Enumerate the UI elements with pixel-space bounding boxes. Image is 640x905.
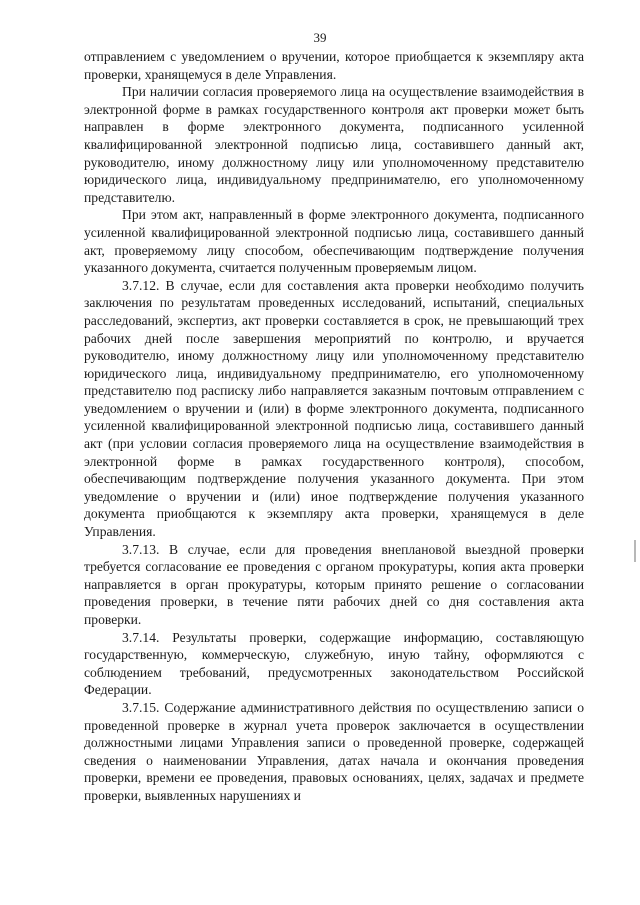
scan-edge-mark [634, 540, 636, 562]
paragraph-electronic-act: При этом акт, направленный в форме электронного документа, подписанного усиленной квалифицированной электронной подписью лица, составившего данный акт, проверяемому лицу способом, обеспечивающим подтверждение получения указанного документа, считается полученным проверяемым лицом. [84, 207, 584, 276]
paragraph-3-7-15: 3.7.15. Содержание административного действия по осуществлению записи о проведенной проверке в журнал учета проверок заключается в осуществлении должностными лицами Управления записи о проведенной проверке, содержащей сведения о наименовании Управления, датах начала и окончания проведения проверки, времени ее проведения, правовых основаниях, целях, задачах и предмете проверки, выявленных нарушениях и [84, 699, 584, 803]
paragraph-3-7-13: 3.7.13. В случае, если для проведения внеплановой выездной проверки требуется согласование ее проведения с органом прокуратуры, копия акта проверки направляется в орган прокуратуры, которым принято решение о согласовании проведения проверки, в течение пяти рабочих дней со дня составления акта проверки. [84, 541, 584, 627]
paragraph-electronic-consent: При наличии согласия проверяемого лица на осуществление взаимодействия в электронной форме в рамках государственного контроля акт проверки может быть направлен в форме электронного документа, подписанного усиленной квалифицированной электронной подписью лица, составившего данный акт, руководителю, иному должностному лицу или уполномоченному представителю юридического лица, индивидуальному предпринимателю, его уполномоченному представителю. [84, 84, 584, 205]
page-number: 39 [313, 30, 327, 45]
paragraph-continuation: отправлением с уведомлением о вручении, которое приобщается к экземпляру акта проверки, хранящемуся в деле Управления. [84, 49, 584, 82]
paragraph-3-7-12: 3.7.12. В случае, если для составления акта проверки необходимо получить заключения по результатам проведенных исследований, испытаний, специальных расследований, экспертиз, акт проверки составляется в срок, не превышающий трех рабочих дней после завершения мероприятий по контролю, и вручается руководителю, иному должностному лицу или уполномоченному представителю юридического лица, индивидуальному предпринимателю, его уполномоченному представителю под расписку либо направляется заказным почтовым отправлением с уведомлением о вручении и (или) в форме электронного документа, подписанного усиленной квалифицированной электронной подписью лица, составившего данный акт (при условии согласия проверяемого лица на осуществление взаимодействия в электронной форме в рамках государственного контроля), способом, обеспечивающим подтверждение получения указанного документа. При этом уведомление о вручении и (или) иное подтверждение получения указанного документа приобщаются к экземпляру акта проверки, хранящемуся в деле Управления. [84, 277, 584, 540]
paragraph-3-7-14: 3.7.14. Результаты проверки, содержащие информацию, составляющую государственную, коммерческую, служебную, иную тайну, оформляются с соблюдением требований, предусмотренных законодательством Российской Федерации. [84, 629, 584, 698]
document-body [84, 48, 584, 805]
